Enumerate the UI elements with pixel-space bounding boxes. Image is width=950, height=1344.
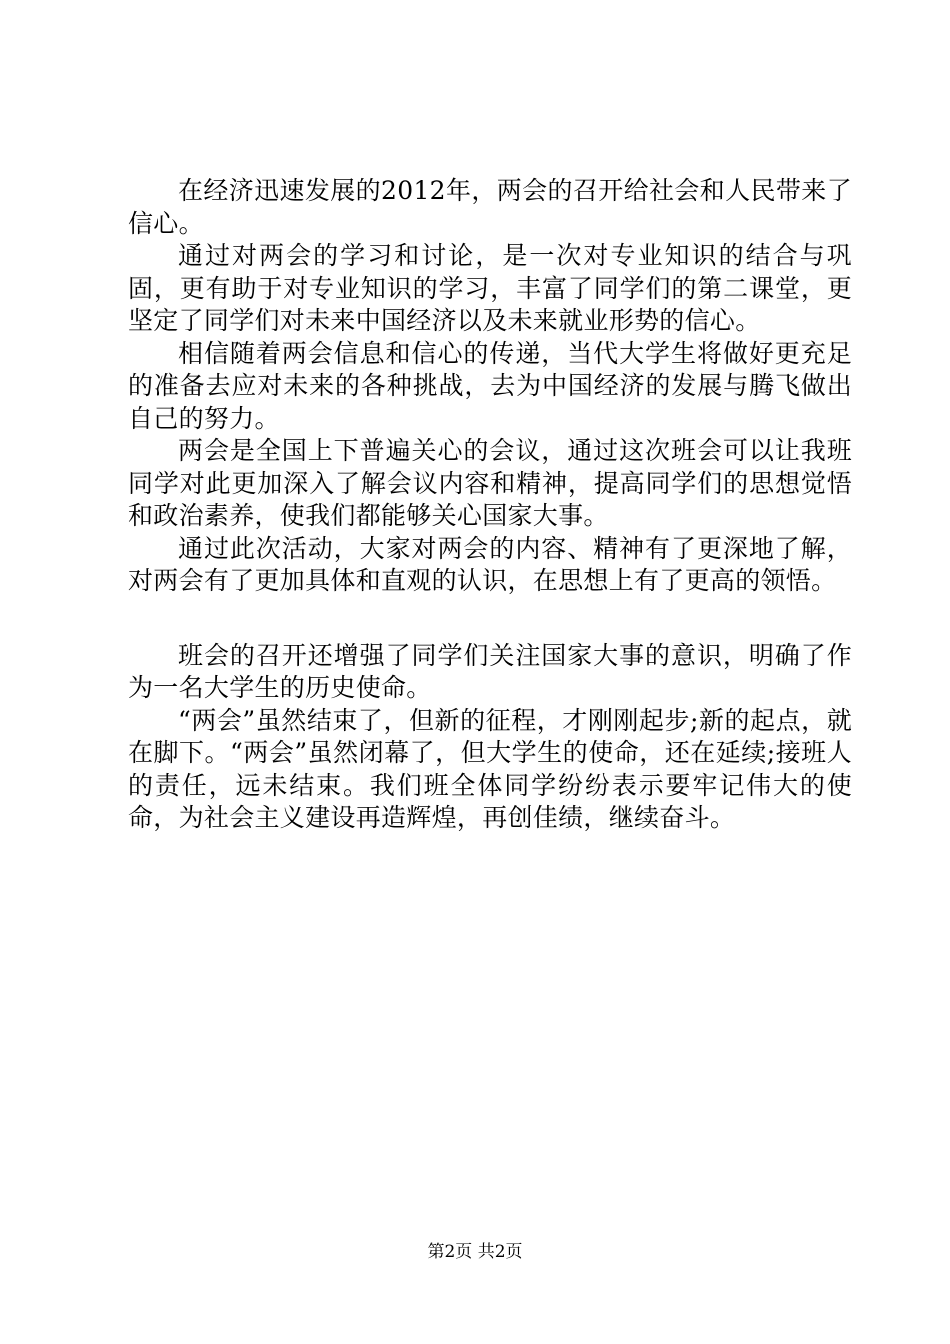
paragraph-2: 通过对两会的学习和讨论，是一次对专业知识的结合与巩固，更有助于对专业知识的学习，丰富了同学们的第二课堂，更坚定了同学们对未来中国经济以及未来就业形势的信心。 <box>128 241 852 335</box>
paragraph-spacer <box>128 598 852 640</box>
paragraph-7: “两会”虽然结束了，但新的征程，才刚刚起步;新的起点，就在脚下。“两会”虽然闭幕了，但大学生的使命，还在延续;接班人的责任，远未结束。我们班全体同学纷纷表示要牢记伟大的使命，为社会主义建设再造辉煌，再创佳绩，继续奋斗。 <box>128 705 852 832</box>
page-number-footer: 第2页 共2页 <box>427 1242 523 1262</box>
document-body <box>128 175 852 835</box>
paragraph-3: 相信随着两会信息和信心的传递，当代大学生将做好更充足的准备去应对未来的各种挑战，去为中国经济的发展与腾飞做出自己的努力。 <box>128 338 852 433</box>
paragraph-6: 班会的召开还增强了同学们关注国家大事的意识，明确了作为一名大学生的历史使命。 <box>128 640 852 702</box>
paragraph-1: 在经济迅速发展的2012年，两会的召开给社会和人民带来了信心。 <box>128 176 852 238</box>
paragraph-5: 通过此次活动，大家对两会的内容、精神有了更深地了解，对两会有了更加具体和直观的认识，在思想上有了更高的领悟。 <box>128 533 852 595</box>
paragraph-4: 两会是全国上下普遍关心的会议，通过这次班会可以让我班同学对此更加深入了解会议内容和精神，提高同学们的思想觉悟和政治素养，使我们都能够关心国家大事。 <box>128 436 852 530</box>
